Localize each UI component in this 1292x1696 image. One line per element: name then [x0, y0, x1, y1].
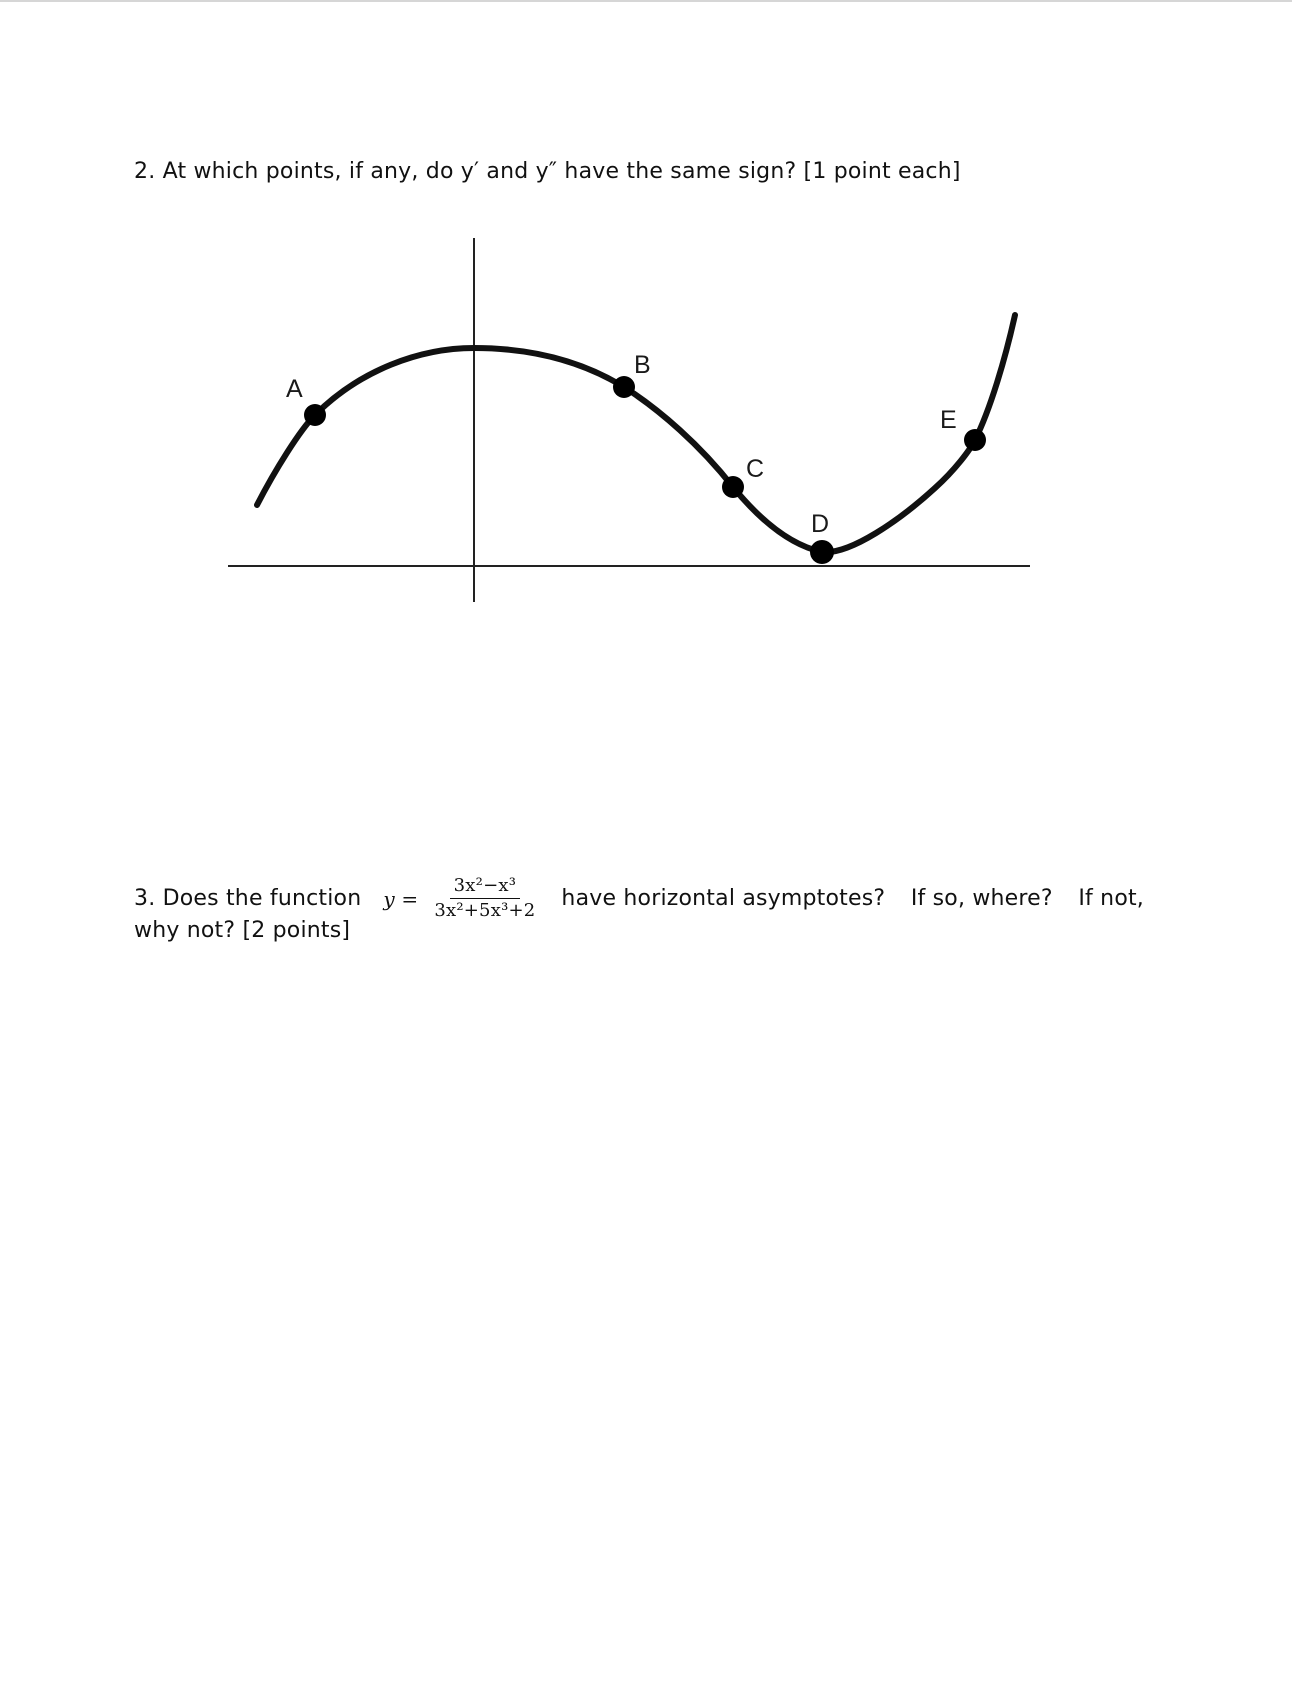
question-2-text: 2. At which points, if any, do y′ and y″ have the same sign? [1 point each]	[134, 159, 961, 184]
fraction	[430, 875, 539, 922]
point-b-marker	[613, 376, 635, 398]
question-3-tail-part-3: If not,	[1078, 885, 1144, 911]
question-3-tail-part-1: have horizontal asymptotes?	[561, 885, 886, 911]
point-e-marker	[964, 429, 986, 451]
fraction-denominator: 3x²+5x³+2	[434, 900, 536, 921]
function-variable: y =	[383, 886, 419, 911]
fraction-numerator: 3x²−x³	[450, 875, 520, 899]
point-b-label: B	[634, 351, 651, 379]
point-d-label: D	[811, 510, 830, 538]
function-expression	[383, 875, 539, 922]
question-3-lead: 3. Does the function	[134, 885, 362, 911]
question-3-tail-part-2: If so, where?	[910, 885, 1053, 911]
point-a-label: A	[286, 375, 303, 403]
point-c-label: C	[746, 455, 765, 483]
function-graph	[0, 0, 1292, 700]
point-e-label: E	[940, 406, 957, 434]
question-3-line-2: why not? [2 points]	[134, 918, 351, 943]
point-c-marker	[722, 476, 744, 498]
question-3-tail	[561, 880, 1144, 918]
point-a-marker	[304, 404, 326, 426]
point-d-marker	[810, 540, 834, 564]
